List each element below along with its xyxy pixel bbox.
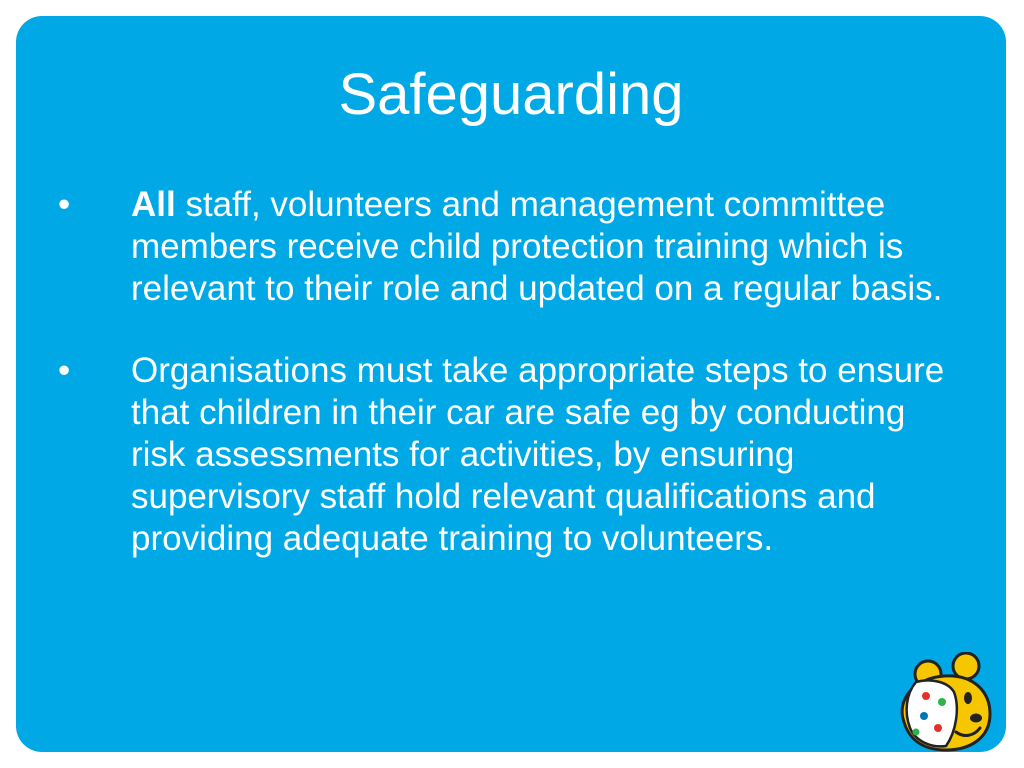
bullet-text-2 [131,351,944,558]
slide-title: Safeguarding [338,62,684,127]
bullet-text-1 [131,185,942,308]
bullet-glyph: • [58,351,71,390]
bullet-list [58,184,958,600]
bandana-dot-red [922,692,930,700]
bullet-body-2: Organisations must take appropriate steps to ensure that children in their car are safe eg by conducting risk assessments for activities, by ensuring supervisory staff hold relevant qualifications and providing adequate training to volunteers. [131,351,945,558]
bullet-body-1: staff, volunteers and management committee members receive child protection training which is relevant to their role and updated on a regular basis. [131,185,943,308]
pudsey-bear-icon [886,652,1004,752]
bandana-dot-blue [920,712,928,720]
bear-eye [964,692,972,704]
bear-nose [970,714,982,723]
bullet-item-1 [58,184,958,310]
slide [16,16,1006,752]
bandana-dot-green-2 [913,729,920,736]
bandana-dot-green [938,698,946,706]
bear-bandana [907,680,957,746]
bullet-glyph: • [58,185,71,224]
bullet-item-2 [58,350,958,560]
bullet-emphasis-1: All [131,185,176,224]
bandana-dot-red-2 [934,724,942,732]
